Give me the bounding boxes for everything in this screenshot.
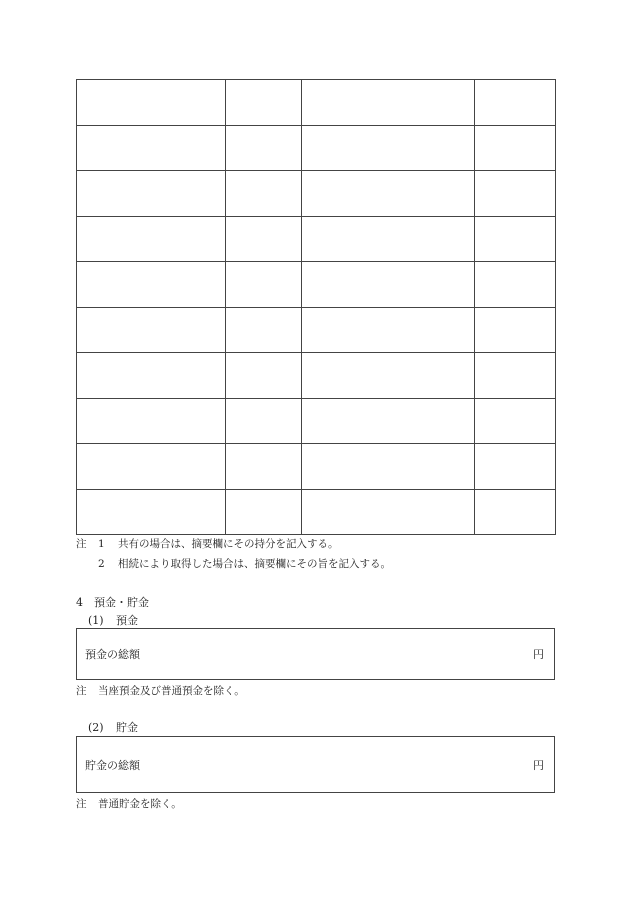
table-cell[interactable] (226, 80, 302, 126)
yen-unit: 円 (533, 758, 544, 772)
table-cell[interactable] (77, 80, 226, 126)
table-cell[interactable] (302, 353, 475, 399)
note-text: 相続により取得した場合は、摘要欄にその旨を記入する。 (118, 558, 391, 570)
property-table-body (77, 80, 556, 535)
table-cell[interactable] (475, 398, 556, 444)
table-row (77, 262, 556, 308)
note-text: 当座預金及び普通預金を除く。 (98, 685, 245, 697)
table-cell[interactable] (302, 171, 475, 217)
table-row (77, 353, 556, 399)
table-row (77, 125, 556, 171)
note-mark: 注 (76, 538, 87, 550)
table-cell[interactable] (226, 444, 302, 490)
note-number: 2 (98, 558, 105, 570)
table-cell[interactable] (302, 307, 475, 353)
table-cell[interactable] (302, 80, 475, 126)
table-cell[interactable] (77, 489, 226, 535)
table-cell[interactable] (226, 171, 302, 217)
deposit-note (76, 683, 245, 698)
table-cell[interactable] (77, 262, 226, 308)
subheading-number: (2) (88, 721, 104, 734)
table-cell[interactable] (475, 171, 556, 217)
table-row (77, 80, 556, 126)
savings-subheading (88, 719, 138, 735)
table-row (77, 398, 556, 444)
table-cell[interactable] (475, 125, 556, 171)
table-cell[interactable] (77, 398, 226, 444)
property-table (76, 79, 556, 535)
table-row (77, 307, 556, 353)
table-cell[interactable] (226, 216, 302, 262)
table-row (77, 489, 556, 535)
subheading-number: (1) (88, 614, 104, 627)
table-cell[interactable] (77, 307, 226, 353)
table-cell[interactable] (77, 171, 226, 217)
savings-note (76, 796, 182, 811)
table-cell[interactable] (302, 216, 475, 262)
table-cell[interactable] (475, 307, 556, 353)
table-cell[interactable] (302, 125, 475, 171)
subheading-title: 預金 (116, 614, 138, 627)
table-cell[interactable] (77, 125, 226, 171)
table-cell[interactable] (302, 262, 475, 308)
deposit-total-field[interactable] (76, 628, 555, 680)
table-cell[interactable] (77, 216, 226, 262)
note-number: 1 (98, 538, 105, 550)
deposit-total-label: 預金の総額 (85, 648, 140, 661)
yen-unit: 円 (533, 648, 544, 661)
table-cell[interactable] (475, 262, 556, 308)
section-heading: 4 預金・貯金 (76, 596, 149, 609)
note-mark: 注 (76, 685, 87, 697)
table-cell[interactable] (77, 444, 226, 490)
table-note-2 (98, 556, 391, 571)
savings-total-field[interactable] (76, 736, 555, 793)
table-row (77, 444, 556, 490)
note-text: 共有の場合は、摘要欄にその持分を記入する。 (118, 538, 339, 550)
table-cell[interactable] (226, 307, 302, 353)
table-cell[interactable] (475, 353, 556, 399)
table-cell[interactable] (302, 444, 475, 490)
table-cell[interactable] (475, 216, 556, 262)
table-cell[interactable] (475, 489, 556, 535)
note-mark: 注 (76, 798, 87, 810)
note-text: 普通貯金を除く。 (98, 798, 182, 810)
table-cell[interactable] (302, 398, 475, 444)
table-cell[interactable] (226, 125, 302, 171)
table-cell[interactable] (226, 489, 302, 535)
table-cell[interactable] (302, 489, 475, 535)
table-row (77, 216, 556, 262)
table-row (77, 171, 556, 217)
table-cell[interactable] (226, 262, 302, 308)
table-cell[interactable] (475, 444, 556, 490)
table-cell[interactable] (475, 80, 556, 126)
deposit-subheading (88, 612, 138, 628)
subheading-title: 貯金 (116, 721, 138, 734)
savings-total-label: 貯金の総額 (85, 758, 140, 772)
table-cell[interactable] (226, 353, 302, 399)
table-cell[interactable] (226, 398, 302, 444)
table-cell[interactable] (77, 353, 226, 399)
table-note-1 (76, 536, 339, 551)
